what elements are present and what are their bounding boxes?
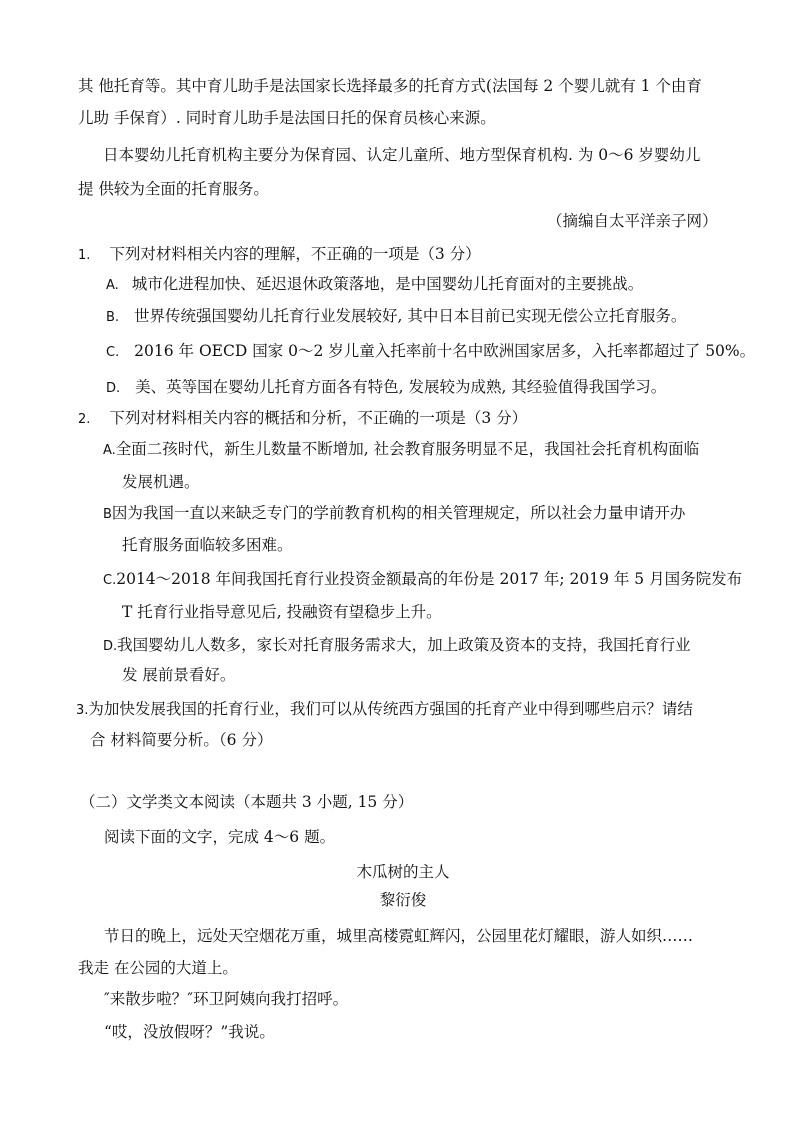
q3-number: 3.: [76, 703, 89, 718]
q2-option-c-line-2: T 托育行业指导意见后, 投融资有望稳步上升。: [122, 603, 442, 621]
paragraph-1-line-2: 我走 在公园的大道上。: [78, 959, 238, 977]
q2-option-c-text: 2014～2018 年间我国托育行业投资金额最高的年份是 2017 年; 2019 年 5 月国务院发布: [116, 570, 743, 588]
q2-option-c-letter: C.: [103, 573, 117, 588]
q2-number: 2.: [78, 412, 91, 427]
q2-option-a-line-1: [103, 438, 699, 462]
q2-stem: [78, 407, 527, 431]
source-citation: （摘编自太平洋亲子网）: [547, 212, 718, 230]
q3-line-1: [76, 698, 693, 722]
intro-line-4: 提 供较为全面的托育服务。: [78, 180, 269, 198]
q2-option-a-text: 全面二孩时代，新生儿数量不断增加, 社会教育服务明显不足，我国社会托育机构面临: [115, 440, 700, 458]
article-title: 木瓜树的主人: [356, 863, 450, 881]
reading-instruction: 阅读下面的文字，完成 4～6 题。: [104, 828, 336, 846]
q2-option-a-line-2: 发展机遇。: [122, 473, 200, 491]
q2-option-b-line-2: 托育服务面临较多困难。: [122, 536, 293, 554]
q3-line-2: 合 材料简要分析。（6 分）: [90, 731, 273, 749]
section-heading: （二）文学类文本阅读（本题共 3 小题, 15 分）: [80, 793, 414, 811]
q2-stem-text: 下列对材料相关内容的概括和分析，不正确的一项是（3 分）: [109, 409, 528, 427]
q1-option-b-letter: B.: [106, 310, 120, 325]
paragraph-1-line-1: 节日的晚上，远处天空烟花万重，城里高楼霓虹辉闪，公园里花灯耀眼，游人如织……: [104, 927, 694, 945]
q1-option-a-letter: A.: [106, 278, 119, 293]
q2-option-d-letter: D.: [103, 639, 118, 654]
paragraph-2: ″来散步啦？″环卫阿姨向我打招呼。: [104, 990, 349, 1008]
intro-line-3: 日本婴幼儿托育机构主要分为保育园、认定儿童所、地方型保育机构. 为 0～6 岁婴幼儿: [103, 146, 701, 164]
q1-option-d-letter: D.: [106, 381, 121, 396]
q1-option-a-text: 城市化进程加快、延迟退休政策落地，是中国婴幼儿托育面对的主要挑战。: [131, 275, 644, 293]
q1-option-d-text: 美、英等国在婴幼儿托育方面各有特色, 发展较为成熟, 其经验值得我国学习。: [135, 378, 667, 396]
intro-line-1: 其 他托育等。其中育儿助手是法国家长选择最多的托育方式(法国每 2 个婴儿就有 1 个由育: [78, 77, 702, 95]
q2-option-b-text: 因为我国一直以来缺乏专门的学前教育机构的相关管理规定，所以社会力量申请开办: [111, 504, 686, 522]
q1-number: 1.: [78, 248, 91, 263]
q2-option-c-line-1: [103, 568, 742, 592]
intro-line-2: 儿助 手保育）. 同时育儿助手是法国日托的保育员核心来源。: [78, 109, 496, 127]
q1-option-c-text: 2016 年 OECD 国家 0～2 岁儿童入托率前十名中欧洲国家居多，入托率都超过了 50%。: [134, 342, 756, 360]
q1-option-c-letter: C.: [106, 345, 120, 360]
q2-option-d-line-1: [103, 634, 691, 658]
q3-text: 为加快发展我国的托育行业，我们可以从传统西方强国的托育产业中得到哪些启示？请结: [88, 700, 693, 718]
q2-option-a-letter: A.: [103, 443, 116, 458]
q2-option-b-line-1: [103, 502, 685, 526]
q1-option-a: [106, 273, 643, 297]
q2-option-d-text: 我国婴幼儿人数多，家长对托育服务需求大，加上政策及资本的支持，我国托育行业: [117, 636, 691, 654]
q1-option-c: [106, 340, 755, 364]
q1-stem-text: 下列对材料相关内容的理解，不正确的一项是（3 分）: [109, 245, 481, 263]
paragraph-3: “哎，没放假呀？”我说。: [104, 1023, 275, 1041]
q1-option-b-text: 世界传统强国婴幼儿托育行业发展较好, 其中日本目前已实现无偿公立托育服务。: [134, 307, 687, 325]
q1-option-d: [106, 376, 666, 400]
q1-option-b: [106, 305, 686, 329]
q1-stem: [78, 243, 481, 267]
q2-option-d-line-2: 发 展前景看好。: [122, 666, 236, 684]
article-author: 黎衍俊: [379, 891, 427, 909]
q2-option-b-letter: B: [103, 507, 112, 522]
